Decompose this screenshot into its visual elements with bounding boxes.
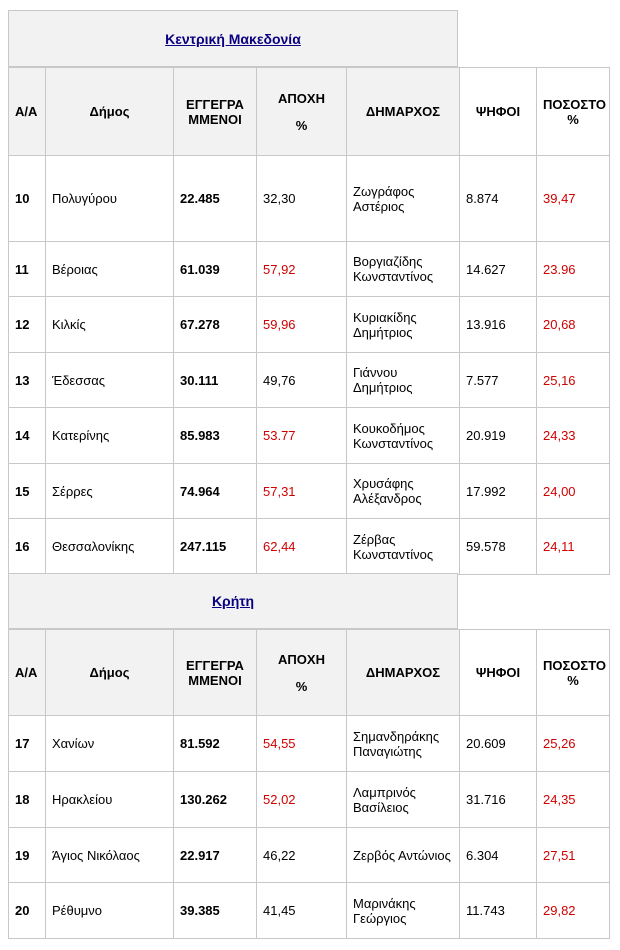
cell-registered: 81.592 (174, 716, 257, 772)
cell-percent: 24,33 (537, 408, 610, 464)
table-header-row (9, 630, 610, 716)
cell-votes: 13.916 (460, 297, 537, 353)
cell-aa: 18 (9, 772, 46, 828)
cell-votes: 59.578 (460, 519, 537, 575)
cell-dimos: Πολυγύρου (46, 156, 174, 242)
cell-registered: 61.039 (174, 242, 257, 297)
cell-percent: 25,16 (537, 353, 610, 408)
cell-dimos: Ρέθυμνο (46, 883, 174, 939)
cell-votes: 20.919 (460, 408, 537, 464)
cell-dimos: Κατερίνης (46, 408, 174, 464)
cell-aa: 15 (9, 464, 46, 519)
header-registered: ΕΓΓΕΓΡΑ ΜΜΕΝΟΙ (174, 630, 257, 716)
region-link-crete[interactable]: Κρήτη (211, 593, 255, 609)
cell-mayor: Σημανδηράκης Παναγιώτης (347, 716, 460, 772)
cell-registered: 74.964 (174, 464, 257, 519)
results-table-crete (8, 629, 610, 939)
header-mayor: ΔΗΜΑΡΧΟΣ (347, 68, 460, 156)
cell-dimos: Ηρακλείου (46, 772, 174, 828)
table-row (9, 828, 610, 883)
cell-votes: 14.627 (460, 242, 537, 297)
cell-mayor: Χρυσάφης Αλέξανδρος (347, 464, 460, 519)
cell-dimos: Έδεσσας (46, 353, 174, 408)
results-table-central-macedonia (8, 67, 610, 575)
header-votes: ΨΗΦΟΙ (460, 630, 537, 716)
cell-percent: 25,26 (537, 716, 610, 772)
cell-abstention: 41,45 (257, 883, 347, 939)
cell-aa: 14 (9, 408, 46, 464)
table-row (9, 772, 610, 828)
cell-dimos: Σέρρες (46, 464, 174, 519)
cell-abstention: 57,92 (257, 242, 347, 297)
cell-aa: 12 (9, 297, 46, 353)
cell-percent: 29,82 (537, 883, 610, 939)
cell-mayor: Κουκοδήμος Κωνσταντίνος (347, 408, 460, 464)
header-percent: ΠΟΣΟΣΤΟ % (537, 68, 610, 156)
cell-abstention: 59,96 (257, 297, 347, 353)
cell-mayor: Βοργιαζίδης Κωνσταντίνος (347, 242, 460, 297)
table-row (9, 242, 610, 297)
cell-abstention: 52,02 (257, 772, 347, 828)
cell-percent: 24,35 (537, 772, 610, 828)
cell-aa: 10 (9, 156, 46, 242)
header-abstention-unit: % (295, 678, 308, 694)
cell-abstention: 49,76 (257, 353, 347, 408)
cell-mayor: Ζέρβας Κωνσταντίνος (347, 519, 460, 575)
table-row (9, 297, 610, 353)
cell-percent: 24,00 (537, 464, 610, 519)
cell-aa: 13 (9, 353, 46, 408)
header-abstention-label: ΑΠΟΧΗ (278, 651, 325, 667)
region-header-crete (8, 573, 458, 629)
cell-abstention: 53.77 (257, 408, 347, 464)
header-aa: Α/Α (9, 630, 46, 716)
header-aa: Α/Α (9, 68, 46, 156)
cell-mayor: Μαρινάκης Γεώργιος (347, 883, 460, 939)
cell-abstention: 46,22 (257, 828, 347, 883)
cell-registered: 85.983 (174, 408, 257, 464)
cell-percent: 23.96 (537, 242, 610, 297)
cell-mayor: Ζερβός Αντώνιος (347, 828, 460, 883)
header-dimos: Δήμος (46, 68, 174, 156)
table-row (9, 464, 610, 519)
cell-votes: 6.304 (460, 828, 537, 883)
cell-votes: 17.992 (460, 464, 537, 519)
cell-registered: 67.278 (174, 297, 257, 353)
cell-aa: 16 (9, 519, 46, 575)
region-link-central-macedonia[interactable]: Κεντρική Μακεδονία (165, 30, 301, 47)
header-abstention (257, 68, 347, 156)
cell-mayor: Κυριακίδης Δημήτριος (347, 297, 460, 353)
cell-dimos: Κιλκίς (46, 297, 174, 353)
cell-votes: 7.577 (460, 353, 537, 408)
cell-registered: 22.917 (174, 828, 257, 883)
cell-registered: 30.111 (174, 353, 257, 408)
cell-abstention: 57,31 (257, 464, 347, 519)
cell-dimos: Βέροιας (46, 242, 174, 297)
table-row (9, 408, 610, 464)
cell-abstention: 54,55 (257, 716, 347, 772)
header-abstention-unit: % (295, 117, 308, 133)
cell-aa: 17 (9, 716, 46, 772)
cell-votes: 11.743 (460, 883, 537, 939)
table-header-row (9, 68, 610, 156)
cell-dimos: Θεσσαλονίκης (46, 519, 174, 575)
cell-aa: 20 (9, 883, 46, 939)
header-mayor: ΔΗΜΑΡΧΟΣ (347, 630, 460, 716)
cell-percent: 24,11 (537, 519, 610, 575)
cell-percent: 39,47 (537, 156, 610, 242)
table-row (9, 883, 610, 939)
cell-votes: 8.874 (460, 156, 537, 242)
cell-mayor: Γιάννου Δημήτριος (347, 353, 460, 408)
header-abstention-label: ΑΠΟΧΗ (278, 90, 325, 106)
cell-votes: 31.716 (460, 772, 537, 828)
table-row (9, 716, 610, 772)
cell-aa: 19 (9, 828, 46, 883)
header-dimos: Δήμος (46, 630, 174, 716)
cell-mayor: Λαμπρινός Βασίλειος (347, 772, 460, 828)
region-header-central-macedonia (8, 10, 458, 67)
cell-abstention: 32,30 (257, 156, 347, 242)
cell-aa: 11 (9, 242, 46, 297)
table-row (9, 156, 610, 242)
cell-percent: 20,68 (537, 297, 610, 353)
header-percent: ΠΟΣΟΣΤΟ % (537, 630, 610, 716)
cell-dimos: Χανίων (46, 716, 174, 772)
header-registered: ΕΓΓΕΓΡΑ ΜΜΕΝΟΙ (174, 68, 257, 156)
cell-votes: 20.609 (460, 716, 537, 772)
table-row (9, 519, 610, 575)
cell-registered: 39.385 (174, 883, 257, 939)
cell-abstention: 62,44 (257, 519, 347, 575)
cell-registered: 247.115 (174, 519, 257, 575)
cell-registered: 22.485 (174, 156, 257, 242)
cell-dimos: Άγιος Νικόλαος (46, 828, 174, 883)
cell-percent: 27,51 (537, 828, 610, 883)
table-row (9, 353, 610, 408)
cell-registered: 130.262 (174, 772, 257, 828)
header-abstention (257, 630, 347, 716)
cell-mayor: Ζωγράφος Αστέριος (347, 156, 460, 242)
header-votes: ΨΗΦΟΙ (460, 68, 537, 156)
